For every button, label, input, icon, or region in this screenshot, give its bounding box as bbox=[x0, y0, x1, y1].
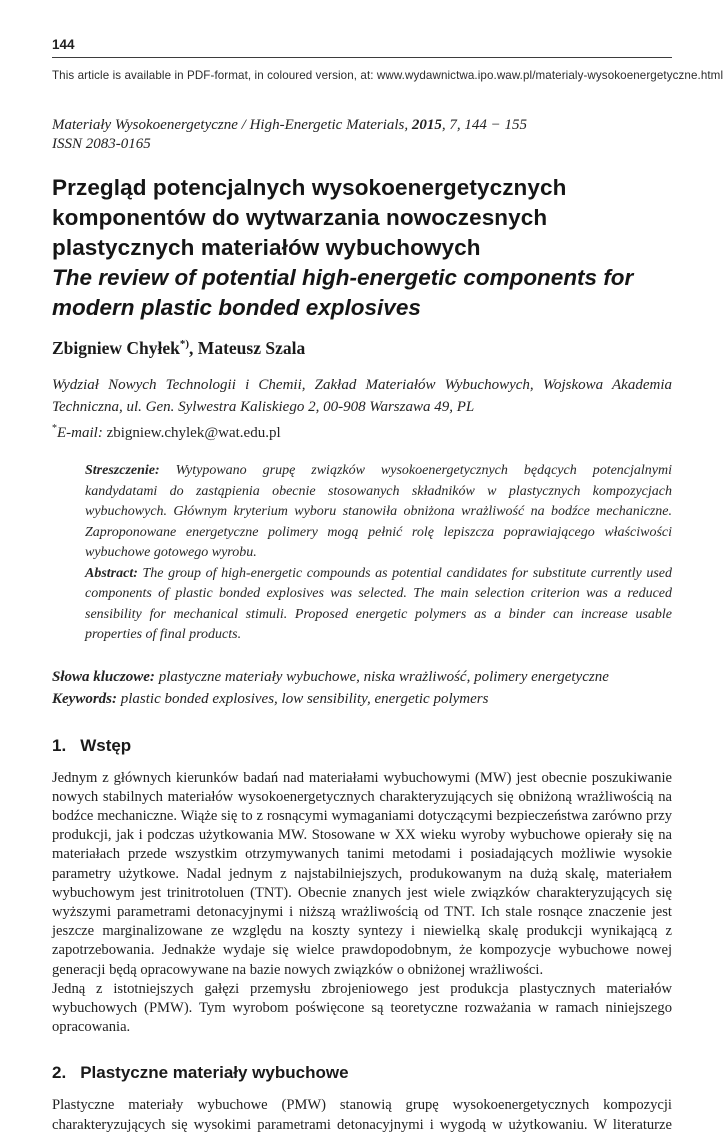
email-line bbox=[52, 418, 672, 444]
issn: ISSN 2083-0165 bbox=[52, 136, 151, 152]
section-1-title: Wstęp bbox=[80, 735, 132, 755]
abstract-english-text: The group of high-energetic compounds as potential candidates for substitute currently used components of plastic bonded explosives was selected. The main selection criterion was a reduced sensibility for mechanical stimuli. Proposed energetic polymers as a binder can increase usable properties of final products. bbox=[85, 565, 672, 642]
section-1-number: 1. bbox=[52, 735, 67, 755]
journal-issue-pages: , 7, 144 − 155 bbox=[441, 117, 528, 133]
journal-citation bbox=[52, 117, 672, 134]
authors-line bbox=[52, 338, 672, 359]
email-address: zbigniew.chylek@wat.edu.pl bbox=[102, 425, 281, 441]
title-english: The review of potential high-energetic components for modern plastic bonded explosives bbox=[52, 265, 634, 320]
section-2-title: Plastyczne materiały wybuchowe bbox=[80, 1063, 349, 1083]
keywords-polish-label: Słowa kluczowe: bbox=[52, 668, 159, 685]
page-header bbox=[52, 36, 672, 58]
section-2-number: 2. bbox=[52, 1063, 67, 1083]
author-2: , Mateusz Szala bbox=[189, 338, 306, 358]
abstract-english bbox=[85, 564, 672, 646]
section-2-paragraph-1: Plastyczne materiały wybuchowe (PMW) stanowią grupę wysokoenergetycznych kompozycji charakteryzujących się wysokimi parametrami detonacyjnymi i wygodą w użytkowaniu. W literaturze bbox=[52, 1097, 672, 1133]
abstract-english-label: Abstract: bbox=[85, 565, 143, 581]
keywords-polish bbox=[52, 666, 672, 688]
author-1-footnote-mark: *) bbox=[179, 338, 190, 351]
title-polish: Przegląd potencjalnych wysokoenergetycznych komponentów do wytwarzania nowoczesnych plastycznych materiałów wybuchowych bbox=[52, 175, 567, 260]
availability-note: This article is available in PDF-format, in coloured version, at: www.wydawnictwa.ipo.waw.pl/materialy-wysokoenergetyczne.html bbox=[52, 69, 724, 82]
section-2-heading bbox=[52, 1063, 672, 1083]
email-footnote-mark: * bbox=[52, 423, 57, 434]
section-1-paragraph-1: Jednym z głównych kierunków badań nad materiałami wybuchowymi (MW) jest obecnie poszukiwanie nowych stabilnych materiałów wysokoenergetycznych charakteryzujących się obniżoną wrażliwością na bodźce mechaniczne. Wiąże się to z rosnącymi wymaganiami dotyczącymi bezpieczeństwa zarówno przy produkcji, jak i podczas użytkowania MW. Stosowane w XX wieku wyroby wybuchowe opierały się na materiałach przede wszystkim otrzymywanych tanimi metodami i posiadających możliwie wysokie parametry użytkowe. Nadal jednym z najstabilniejszych, produkowanym na dużą skalę, materiałem wybuchowym jest trinitrotoluen (TNT). Obecnie znanych jest wiele związków charakteryzujących się wyższymi parametrami detonacyjnymi i niższą wrażliwością od TNT. Ich stale rosnące znaczenie jest jeszcze marginalizowane ze względu na koszty syntezy i niewielką skalę produkcji wynikającą z zapotrzebowania. Jednakże wydaje się wielce prawdopodobnym, że kompozycje wybuchowe nowej generacji będą opracowywane na bazie nowych związków o obniżonej wrażliwości. bbox=[52, 769, 672, 978]
email-label: E-mail: bbox=[57, 425, 103, 441]
author-1: Zbigniew Chyłek bbox=[52, 338, 180, 358]
page-number: 144 bbox=[52, 37, 75, 52]
section-1-paragraph-2: Jedną z istotniejszych gałęzi przemysłu zbrojeniowego jest produkcja plastycznych materiałów wybuchowych (PMW). Tym wyrobom poświęcone są teoretyczne rozważania w ramach niniejszego opracowania. bbox=[52, 980, 672, 1036]
keywords-english-label: Keywords: bbox=[52, 690, 121, 707]
keywords-english bbox=[52, 688, 672, 710]
journal-title: Materiały Wysokoenergetyczne / High-Energetic Materials, bbox=[52, 117, 412, 133]
abstract-polish bbox=[85, 461, 672, 564]
journal-year: 2015 bbox=[411, 117, 442, 133]
keywords-english-text: plastic bonded explosives, low sensibility, energetic polymers bbox=[120, 690, 489, 707]
abstract-polish-label: Streszczenie: bbox=[85, 463, 176, 478]
section-1-heading bbox=[52, 736, 672, 756]
abstract-polish-text: Wytypowano grupę związków wysokoenergetycznych będących potencjalnymi kandydatami do zastąpienia obecnie stosowanych składników w plastycznych kompozycjach wybuchowych. Głównym kryterium wyboru stanowiła obniżona wrażliwość na bodźce mechaniczne. Zaproponowane energetyczne polimery mogą pełnić rolę lepiszcza poprawiającego właściwości wybuchowe gotowego wyrobu. bbox=[85, 463, 672, 560]
affiliation: Wydział Nowych Technologii i Chemii, Zakład Materiałów Wybuchowych, Wojskowa Akademia Techniczna, ul. Gen. Sylwestra Kaliskiego 2, 00-908 Warszawa 49, PL bbox=[52, 377, 672, 415]
keywords-block bbox=[52, 666, 672, 710]
keywords-polish-text: plastyczne materiały wybuchowe, niska wrażliwość, polimery energetyczne bbox=[158, 668, 609, 685]
